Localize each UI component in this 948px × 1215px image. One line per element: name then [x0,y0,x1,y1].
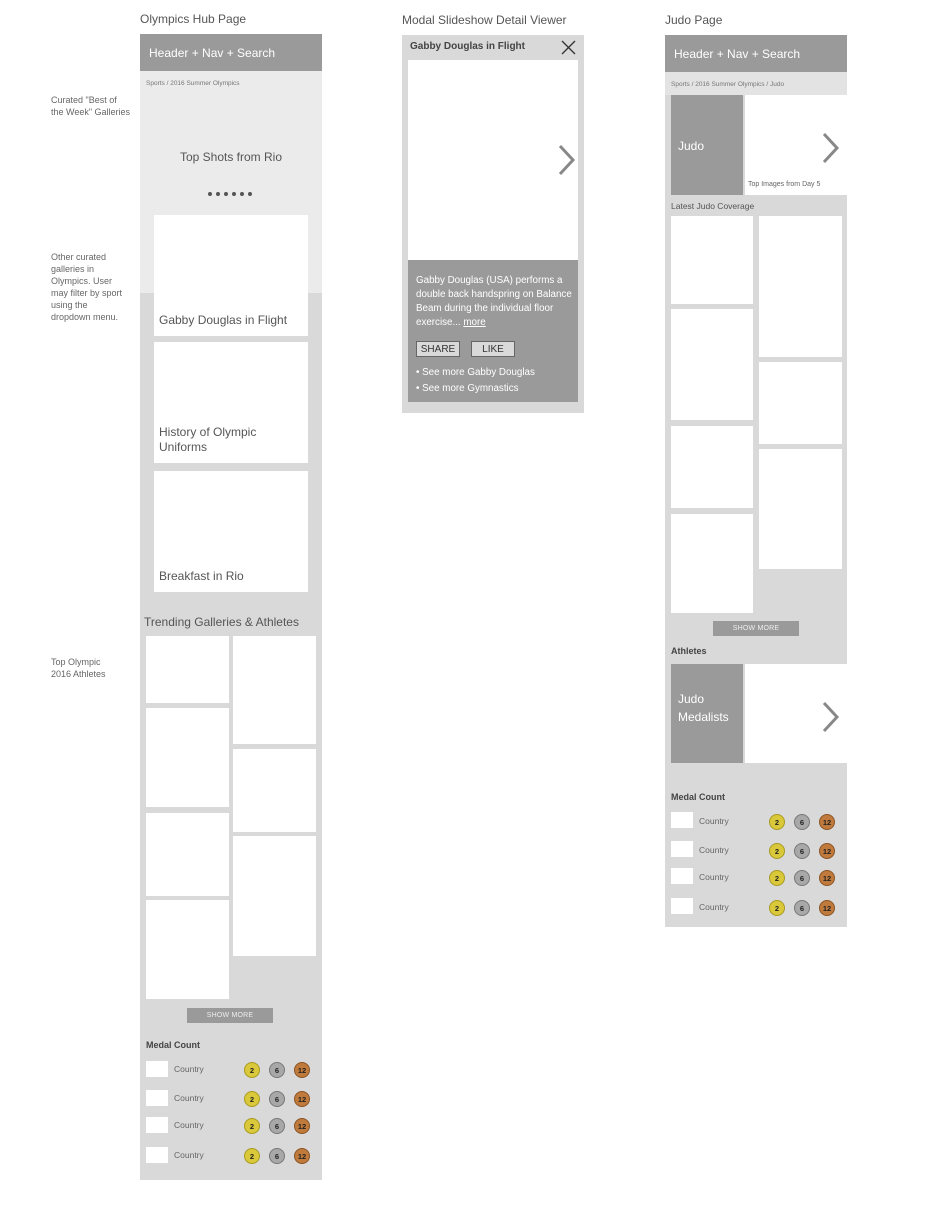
trending-tile[interactable] [233,636,316,744]
judo-header-label: Header + Nav + Search [674,46,801,61]
hub-show-more-button[interactable]: SHOW MORE [187,1008,273,1023]
coverage-tile[interactable] [671,514,753,613]
bronze-medal-count: 12 [294,1091,310,1107]
silver-medal-count: 6 [269,1148,285,1164]
country-name: Country [699,872,729,882]
country-name: Country [699,816,729,826]
coverage-tile[interactable] [671,426,753,508]
gold-medal-count: 2 [244,1062,260,1078]
hub-breadcrumb[interactable]: Sports / 2016 Summer Olympics [146,80,240,87]
gallery-card[interactable] [154,471,308,592]
hub-header[interactable] [140,34,322,71]
country-flag [671,868,693,884]
trending-tile[interactable] [233,836,316,956]
judo-show-more-button[interactable]: SHOW MORE [713,621,799,636]
caption-text: Gabby Douglas (USA) performs a double back handspring on Balance Beam during the individual floor exercise... [416,275,572,328]
see-more-sport-link[interactable]: • See more Gymnastics [416,383,519,394]
medalists-tile[interactable] [671,664,743,763]
silver-medal-count: 6 [269,1091,285,1107]
trending-tile[interactable] [146,708,229,807]
carousel-dot[interactable] [240,192,244,196]
judo-hero-label: Judo [678,139,705,153]
hub-hero-title: Top Shots from Rio [179,150,283,164]
share-button[interactable]: SHARE [416,341,460,357]
modal-caption [416,274,574,330]
hub-page-title: Olympics Hub Page [140,12,247,26]
carousel-dot[interactable] [224,192,228,196]
country-flag [671,812,693,828]
country-flag [671,898,693,914]
trending-tile[interactable] [146,900,229,999]
annotation-athletes: Top Olympic 2016 Athletes [51,657,106,679]
silver-medal-count: 6 [794,814,810,830]
coverage-tile[interactable] [759,362,842,444]
judo-breadcrumb[interactable]: Sports / 2016 Summer Olympics / Judo [671,81,785,88]
silver-medal-count: 6 [794,870,810,886]
hub-medal-count-title: Medal Count [146,1040,200,1050]
country-name: Country [699,845,729,855]
chevron-right-icon[interactable] [556,144,578,176]
gold-medal-count: 2 [769,843,785,859]
gold-medal-count: 2 [769,870,785,886]
gold-medal-count: 2 [244,1091,260,1107]
close-icon[interactable] [561,40,576,55]
chevron-right-icon[interactable] [820,701,842,733]
more-link[interactable]: more [463,317,486,328]
gallery-card-label: Breakfast in Rio [159,569,244,583]
annotation-curated: Curated "Best of the Week" Galleries [51,95,131,117]
silver-medal-count: 6 [794,843,810,859]
bronze-medal-count: 12 [294,1148,310,1164]
coverage-tile[interactable] [671,216,753,304]
trending-tile[interactable] [146,813,229,896]
country-name: Country [174,1064,204,1074]
country-name: Country [174,1120,204,1130]
trending-title: Trending Galleries & Athletes [144,615,299,629]
carousel-dot[interactable] [232,192,236,196]
bronze-medal-count: 12 [819,814,835,830]
country-flag [146,1147,168,1163]
carousel-dot[interactable] [208,192,212,196]
gold-medal-count: 2 [244,1148,260,1164]
judo-coverage-title: Latest Judo Coverage [671,201,755,211]
bronze-medal-count: 12 [819,843,835,859]
gold-medal-count: 2 [769,900,785,916]
country-flag [146,1090,168,1106]
silver-medal-count: 6 [269,1062,285,1078]
bronze-medal-count: 12 [294,1118,310,1134]
country-flag [146,1117,168,1133]
country-name: Country [174,1093,204,1103]
medalists-label: Judo Medalists [678,692,729,724]
trending-tile[interactable] [146,636,229,703]
judo-hero-tile[interactable] [671,95,743,195]
coverage-tile[interactable] [759,449,842,569]
annotation-other-galleries: Other curated galleries in Olympics. User may filter by sport using the dropdown menu. [51,252,123,322]
modal-viewer-title: Modal Slideshow Detail Viewer [402,13,567,27]
hub-header-label: Header + Nav + Search [149,45,276,60]
coverage-tile[interactable] [671,309,753,420]
chevron-right-icon[interactable] [820,132,842,164]
gallery-card[interactable] [154,215,308,336]
like-button[interactable]: LIKE [471,341,515,357]
country-name: Country [174,1150,204,1160]
carousel-dot[interactable] [248,192,252,196]
country-flag [671,841,693,857]
coverage-tile[interactable] [759,216,842,357]
silver-medal-count: 6 [794,900,810,916]
see-more-athlete-link[interactable]: • See more Gabby Douglas [416,367,535,378]
country-flag [146,1061,168,1077]
country-name: Country [699,902,729,912]
trending-tile[interactable] [233,749,316,832]
judo-header[interactable] [665,35,847,72]
bronze-medal-count: 12 [294,1062,310,1078]
judo-hero-caption: Top Images from Day 5 [748,181,821,188]
bronze-medal-count: 12 [819,870,835,886]
judo-medal-count-title: Medal Count [671,792,725,802]
gold-medal-count: 2 [769,814,785,830]
gallery-card-label: Gabby Douglas in Flight [159,313,288,327]
carousel-dot[interactable] [216,192,220,196]
modal-title: Gabby Douglas in Flight [410,41,525,52]
gold-medal-count: 2 [244,1118,260,1134]
slideshow-image [408,60,578,260]
silver-medal-count: 6 [269,1118,285,1134]
bronze-medal-count: 12 [819,900,835,916]
athletes-title: Athletes [671,646,707,656]
judo-page-title: Judo Page [665,13,723,27]
gallery-card[interactable] [154,342,308,463]
gallery-card-label: History of Olympic Uniforms [159,425,257,454]
